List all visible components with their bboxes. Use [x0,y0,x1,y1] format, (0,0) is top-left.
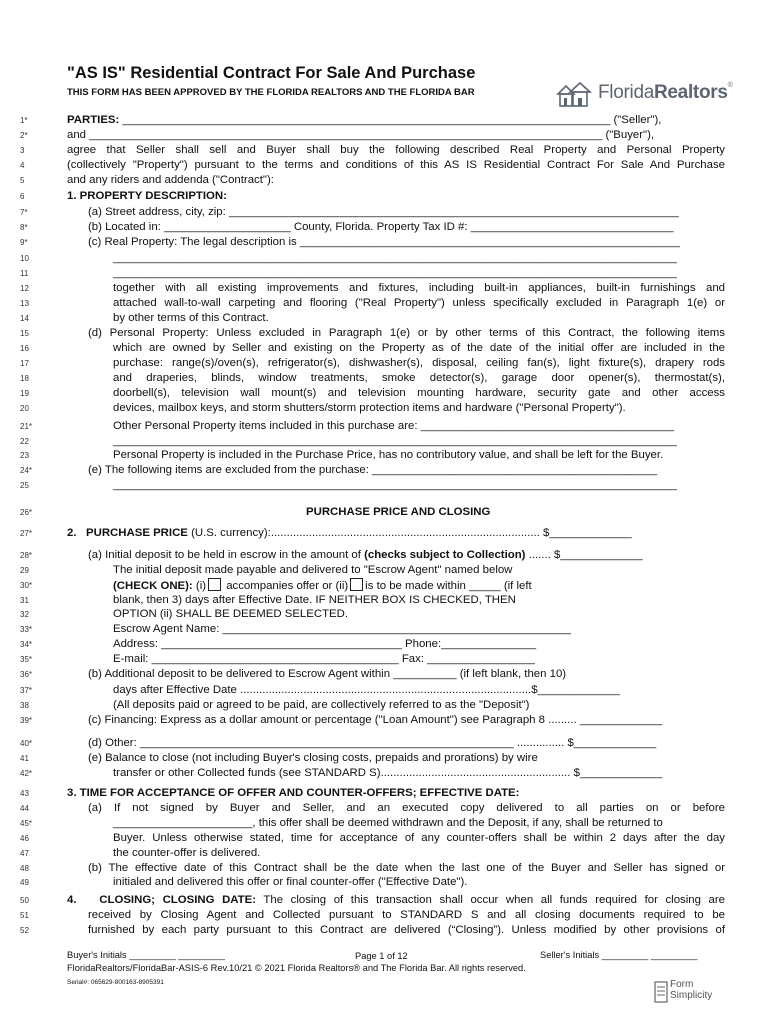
line-number: 21* [20,422,33,431]
line-number: 41 [20,754,29,763]
line-text[interactable]: (b) Located in: ____________________ County, Florida. Property Tax ID #: ________________________________ [88,221,674,233]
line-text[interactable]: (b) Additional deposit to be delivered to Escrow Agent within __________ (if left blank, then 10) [88,668,567,680]
line-number: 20 [20,404,29,413]
line-number: 16 [20,344,29,353]
line-text: 3. TIME FOR ACCEPTANCE OF OFFER AND COUNTER-OFFERS; EFFECTIVE DATE: [67,787,520,799]
line-number: 26* [20,508,33,517]
line-text: OPTION (ii) SHALL BE DEEMED SELECTED. [113,608,349,620]
line-number: 29 [20,566,29,575]
contract-line [0,419,770,434]
contract-line [0,266,770,281]
line-number: 15 [20,329,29,338]
line-text[interactable]: Address: ______________________________________ Phone:_______________ [113,638,537,650]
line-text: purchase: range(s)/oven(s), refrigerator(s), dishwasher(s), disposal, ceiling fan(s), light fixture(s), drapery rods [113,357,725,369]
line-number: 50 [20,896,29,905]
contract-line [0,478,770,493]
line-number: 23 [20,451,29,460]
line-text[interactable]: days after Effective Date ............................................................................................$_____________ [113,684,620,696]
line-text[interactable]: ______________________, this offer shall be deemed withdrawn and the Deposit, if any, shall be returned to [113,817,663,829]
contract-line [0,923,770,938]
contract-line [0,801,770,816]
contract-line [0,251,770,266]
contract-line [0,908,770,923]
line-text: Buyer. Unless otherwise stated, time for acceptance of any counter-offers shall be within 2 days after the day [113,832,725,844]
line-number: 28* [20,551,33,560]
line-number: 33* [20,625,33,634]
page-title: "AS IS" Residential Contract For Sale And Purchase [67,64,476,82]
line-number: 1* [20,116,28,125]
approval-subtitle: THIS FORM HAS BEEN APPROVED BY THE FLORIDA REALTORS AND THE FLORIDA BAR [67,87,475,98]
contract-line [0,371,770,386]
line-text[interactable]: (a) Initial deposit to be held in escrow in the amount of (checks subject to Collection) ....... $_____________ [88,549,643,561]
contract-line [0,113,770,128]
line-text: The initial deposit made payable and delivered to "Escrow Agent" named below [113,564,513,576]
line-number: 27* [20,529,33,538]
contract-line [0,607,770,622]
line-number: 47 [20,849,29,858]
contract-line [0,220,770,235]
line-text: (b) The effective date of this Contract shall be the date when the last one of the Buyer and Seller has signed or [88,862,725,874]
line-text[interactable]: Escrow Agent Name: _______________________________________________________ [113,623,571,635]
contract-line [0,189,770,204]
line-text[interactable]: (e) The following items are excluded from the purchase: _____________________________________________ [88,464,658,476]
accompanies-offer-checkbox[interactable] [208,578,221,591]
line-number: 49 [20,878,29,887]
line-number: 18 [20,374,29,383]
line-number: 45* [20,819,33,828]
line-number: 42* [20,769,33,778]
line-text[interactable]: (c) Financing: Express as a dollar amount or percentage ("Loan Amount") see Paragraph 8 ......... _____________ [88,714,663,726]
line-text[interactable]: PARTIES: _____________________________________________________________________________ ("Seller"), [67,114,662,126]
contract-line [0,652,770,667]
buyer-initials[interactable]: Buyer's Initials _________ _________ [67,950,225,960]
contract-line [0,875,770,890]
contract-line [0,281,770,296]
contract-line [0,563,770,578]
line-number: 51 [20,911,29,920]
line-text: doorbell(s), television wall mount(s) and television mounting hardware, security gate and other access [113,387,725,399]
line-text: devices, mailbox keys, and storm shutters/storm protection items and hardware ("Personal Property"). [113,402,626,414]
contract-line [0,861,770,876]
line-text: which are owned by Seller and existing on the Property as of the date of the initial offer are included in the [113,342,725,354]
line-text[interactable]: (CHECK ONE): (i) accompanies offer or (ii) is to be made within _____ (if left [113,580,532,592]
contract-line [0,766,770,781]
line-number: 22 [20,437,29,446]
line-text: 4. CLOSING; CLOSING DATE: The closing of this transaction shall occur when all funds required for closing are [67,894,726,906]
line-number: 4 [20,161,25,170]
contract-line [0,683,770,698]
line-number: 2* [20,131,28,140]
houses-icon [556,80,596,110]
line-text: and draperies, blinds, window treatments, smoke detector(s), garage door opener(s), thermostat(s), [113,372,725,384]
line-number: 31 [20,596,29,605]
contract-line [0,548,770,563]
line-number: 12 [20,284,29,293]
line-text: agree that Seller shall sell and Buyer shall buy the following described Real Property and Personal Property [67,144,725,156]
line-text: Personal Property is included in the Purchase Price, has no contributory value, and shall be left for the Buyer. [113,449,664,461]
line-number: 39* [20,716,33,725]
form-id: FloridaRealtors/FloridaBar-ASIS-6 Rev.10/21 © 2021 Florida Realtors® and The Florida Bar. All rights reserved. [67,963,526,973]
contract-line [0,751,770,766]
line-text: furnished by each party pursuant to this Contract are delivered (“Closing”). Unless modified by other provisions of [88,924,725,936]
line-number: 5 [20,176,25,185]
contract-line [0,713,770,728]
line-number: 36* [20,670,33,679]
line-text: and any riders and addenda ("Contract"): [67,174,274,186]
line-number: 48 [20,864,29,873]
contract-line [0,401,770,416]
seller-initials[interactable]: Seller's Initials _________ _________ [540,950,698,960]
contract-line [0,341,770,356]
line-text[interactable]: and _________________________________________________________________________________ ("Buyer"), [67,129,655,141]
line-number: 11 [20,269,29,278]
line-text: attached wall-to-wall carpeting and flooring ("Real Property") unless specifically excluded in Paragraph 1(e) or [113,297,725,309]
contract-line [0,786,770,801]
line-text: PURCHASE PRICE AND CLOSING [306,506,491,518]
line-text[interactable]: (d) Other: ___________________________________________________________ ............... $_____________ [88,737,657,749]
line-text[interactable]: Other Personal Property items included in this purchase are: ________________________________________ [113,420,675,432]
line-number: 24* [20,466,33,475]
line-text: initialed and delivered this offer or final counter-offer ("Effective Date"). [113,876,468,888]
contract-line [0,434,770,449]
line-text: by other terms of this Contract. [113,312,269,324]
line-number: 43 [20,789,29,798]
contract-line [0,128,770,143]
line-number: 8* [20,223,28,232]
line-text: (collectively "Property") pursuant to the terms and conditions of this AS IS Residential Contract For Sale And Purchase [67,159,725,171]
contract-line [0,326,770,341]
contract-line [0,593,770,608]
contract-line [0,296,770,311]
serial-number: Serial#: 065629-800163-8905391 [67,979,164,986]
contract-line [0,526,770,541]
contract-line [0,816,770,831]
line-text[interactable]: _________________________________________________________________________________________ [113,435,677,447]
contract-line [0,736,770,751]
line-text[interactable]: _________________________________________________________________________________________ [113,267,677,279]
line-text[interactable]: _________________________________________________________________________________________ [113,252,677,264]
contract-line [0,893,770,908]
contract-line [0,173,770,188]
contract-line [0,205,770,220]
line-number: 25 [20,481,29,490]
document-icon [654,981,668,1003]
line-number: 10 [20,254,29,263]
contract-line [0,698,770,713]
contract-line [0,637,770,652]
line-text[interactable]: (a) Street address, city, zip: _______________________________________________________________________ [88,206,679,218]
contract-line [0,505,770,520]
line-number: 46 [20,834,29,843]
contract-line [0,831,770,846]
page-number: Page 1 of 12 [355,951,408,961]
contract-line [0,158,770,173]
line-number: 14 [20,314,29,323]
line-text[interactable]: _________________________________________________________________________________________ [113,479,677,491]
florida-realtors-logo [556,78,746,112]
line-text: received by Closing Agent and Collected pursuant to STANDARD S and all closing documents required to be [88,909,725,921]
line-number: 40* [20,739,33,748]
logo-wordmark: FloridaRealtors® [598,82,733,103]
contract-line [0,386,770,401]
line-number: 30* [20,581,33,590]
contract-line [0,448,770,463]
line-text: the counter-offer is delivered. [113,847,261,859]
line-text: (e) Balance to close (not including Buyer's closing costs, prepaids and prorations) by wire [88,752,538,764]
line-number: 34* [20,640,33,649]
contract-line [0,311,770,326]
line-text[interactable]: transfer or other Collected funds (see STANDARD S)............................................................ $_____________ [113,767,663,779]
contract-line [0,356,770,371]
contract-line [0,667,770,682]
line-text: (d) Personal Property: Unless excluded in Paragraph 1(e) or by other terms of this Contract, the following items [88,327,725,339]
line-number: 52 [20,926,29,935]
contract-line [0,578,770,593]
within-days-checkbox[interactable] [350,578,363,591]
line-number: 13 [20,299,29,308]
line-text[interactable]: (c) Real Property: The legal description is ____________________________________________________________ [88,236,680,248]
formsimplicity-logo: Form Simplicity [654,979,734,1009]
line-text: together with all existing improvements and fixtures, including built-in appliances, built-in furnishings and [113,282,725,294]
contract-line [0,235,770,250]
line-number: 37* [20,686,33,695]
line-text[interactable]: 2. PURCHASE PRICE (U.S. currency):..................................................................................... $_____________ [67,527,632,539]
line-number: 32 [20,610,29,619]
line-number: 19 [20,389,29,398]
line-number: 38 [20,701,29,710]
line-text: (a) If not signed by Buyer and Seller, and an executed copy delivered to all parties on or before [88,802,725,814]
line-text: (All deposits paid or agreed to be paid, are collectively referred to as the "Deposit") [113,699,530,711]
line-number: 6 [20,192,25,201]
line-number: 35* [20,655,33,664]
contract-line [0,143,770,158]
contract-line [0,622,770,637]
line-text: 1. PROPERTY DESCRIPTION: [67,190,227,202]
line-number: 3 [20,146,25,155]
line-text[interactable]: E-mail: _______________________________________ Fax: _________________ [113,653,535,665]
contract-line [0,463,770,478]
line-text: blank, then 3) days after Effective Date. IF NEITHER BOX IS CHECKED, THEN [113,594,516,606]
line-number: 44 [20,804,29,813]
line-number: 9* [20,238,28,247]
line-number: 17 [20,359,29,368]
line-number: 7* [20,208,28,217]
contract-line [0,846,770,861]
